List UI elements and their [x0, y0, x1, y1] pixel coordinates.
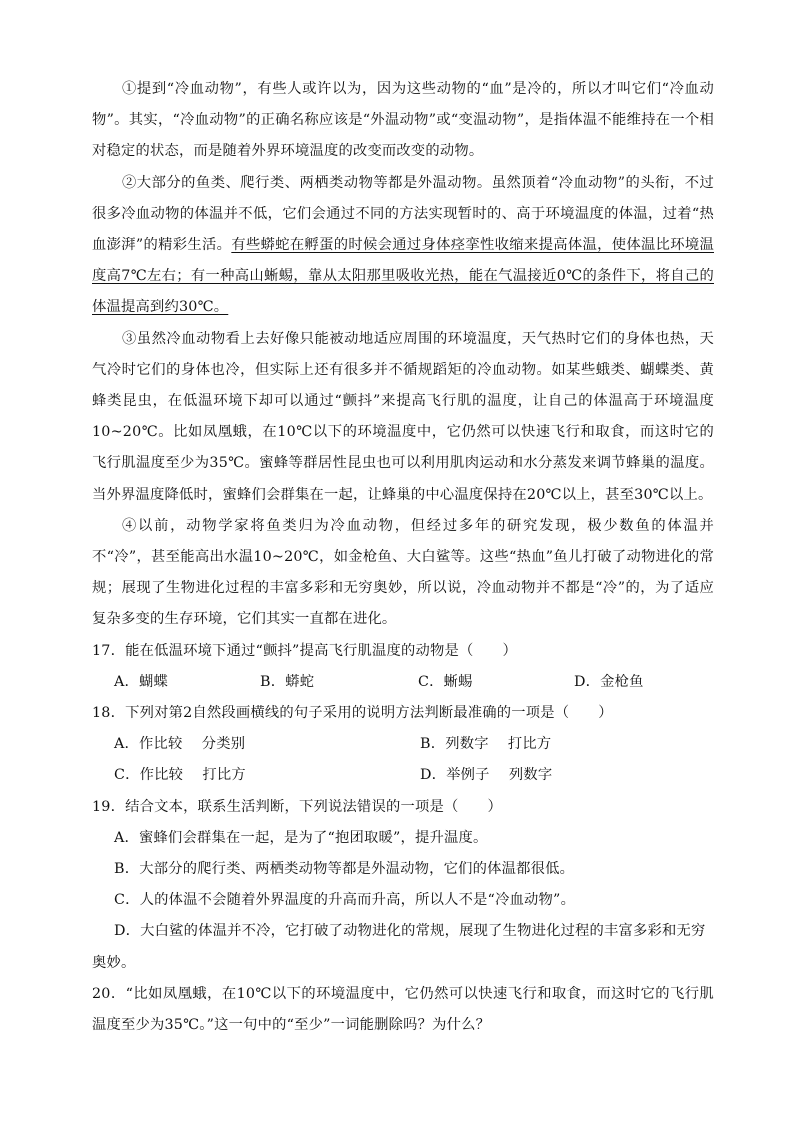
question-19-option-a[interactable]: A．蜜蜂们会群集在一起，是为了“抱团取暖”，提升温度。 — [114, 829, 488, 846]
question-19-stem: 19．结合文本，联系生活判断，下列说法错误的一项是（ ） — [92, 798, 503, 815]
question-20-stem: 20．“比如凤凰蛾，在10℃以下的环境温度中，它仍然可以快速飞行和取食，而这时它的飞行肌温度至少为35℃。”这一句中的“至少”一词能删除吗？为什么？ — [92, 985, 714, 1034]
passage-paragraph-1: ①提到“冷血动物”，有些人或许以为，因为这些动物的“血”是冷的，所以才叫它们“冷血动物”。其实，“冷血动物”的正确名称应该是“外温动物”或“变温动物”，是指体温不能维持在一个相对稳定的状态，而是随着外界环境温度的改变而改变的动物。 — [92, 81, 714, 160]
question-19-option-d-continued: 奥妙。 — [92, 954, 136, 971]
question-18-option-c[interactable]: C．作比较 打比方 — [114, 767, 246, 784]
question-18-options-row-2 — [92, 760, 714, 791]
question-17-option-a[interactable]: A．蝴蝶 — [114, 673, 169, 690]
question-19-option-c[interactable]: C．人的体温不会随着外界温度的升高而升高，所以人不是“冷血动物”。 — [114, 892, 576, 909]
question-19-option-d[interactable]: D．大白鲨的体温并不冷，它打破了动物进化的常规，展现了生物进化过程的丰富多彩和无穷 — [114, 923, 706, 940]
question-18-options-row-1 — [92, 729, 714, 760]
question-18-option-b[interactable]: B．列数字 打比方 — [420, 736, 552, 753]
paragraph-2-text: ②大部分的鱼类、爬行类、两栖类动物等都是外温动物。虽然顶着“冷血动物”的头衔，不过很多冷血动物的体温并不低，它们会通过不同的方法实现暂时的、高于环境温度的体温，过着“热血澎湃”的精彩生活。 — [92, 174, 714, 254]
question-18-option-d[interactable]: D．举例子 列数字 — [420, 767, 553, 784]
question-18-stem: 18．下列对第2自然段画横线的句子采用的说明方法判断最准确的一项是（ ） — [92, 705, 613, 722]
question-17-options — [92, 667, 714, 698]
question-17-stem: 17．能在低温环境下通过“颤抖”提高飞行肌温度的动物是（ ） — [92, 642, 518, 659]
passage-paragraph-4: ④以前，动物学家将鱼类归为冷血动物，但经过多年的研究发现，极少数鱼的体温并不“冷”，甚至能高出水温10~20℃，如金枪鱼、大白鲨等。这些“热血”鱼儿打破了动物进化的常规；展现了生物进化过程的丰富多彩和无穷奥妙，所以说，冷血动物并不都是“冷”的，为了适应复杂多变的生存环境，它们其实一直都在进化。 — [92, 517, 714, 628]
question-17-option-b[interactable]: B．蟒蛇 — [260, 673, 315, 690]
question-19-option-b[interactable]: B．大部分的爬行类、两栖类动物等都是外温动物，它们的体温都很低。 — [114, 861, 575, 878]
question-17-option-c[interactable]: C．蜥蜴 — [418, 673, 473, 690]
passage-paragraph-3: ③虽然冷血动物看上去好像只能被动地适应周围的环境温度，天气热时它们的身体也热，天气冷时它们的身体也冷，但实际上还有很多并不循规蹈矩的冷血动物。如某些蛾类、蝴蝶类、黄蜂类昆虫，在低温环境下却可以通过“颤抖”来提高飞行肌的温度，让自己的体温高于环境温度10~20℃。比如凤凰蛾，在10℃以下的环境温度中，它仍然可以快速飞行和取食，而这时它的飞行肌温度至少为35℃。蜜蜂等群居性昆虫也可以利用肌肉运动和水分蒸发来调节蜂巢的温度。当外界温度降低时，蜜蜂们会群集在一起，让蜂巢的中心温度保持在20℃以上，甚至30℃以上。 — [92, 330, 714, 503]
paragraph-2-underlined-sentence: 有些蟒蛇在孵蛋的时候会通过身体痉挛性收缩来提高体温，使体温比环境温度高7℃左右；有一种高山蜥蜴，靠从太阳那里吸收光热，能在气温接近0℃的条件下，将自己的体温提高到约30℃。 — [92, 237, 714, 316]
question-18-option-a[interactable]: A．作比较 分类别 — [114, 736, 246, 753]
passage-paragraph-2 — [92, 168, 714, 324]
question-17-option-d[interactable]: D．金枪鱼 — [574, 673, 644, 690]
reading-passage-and-questions — [92, 74, 714, 1041]
